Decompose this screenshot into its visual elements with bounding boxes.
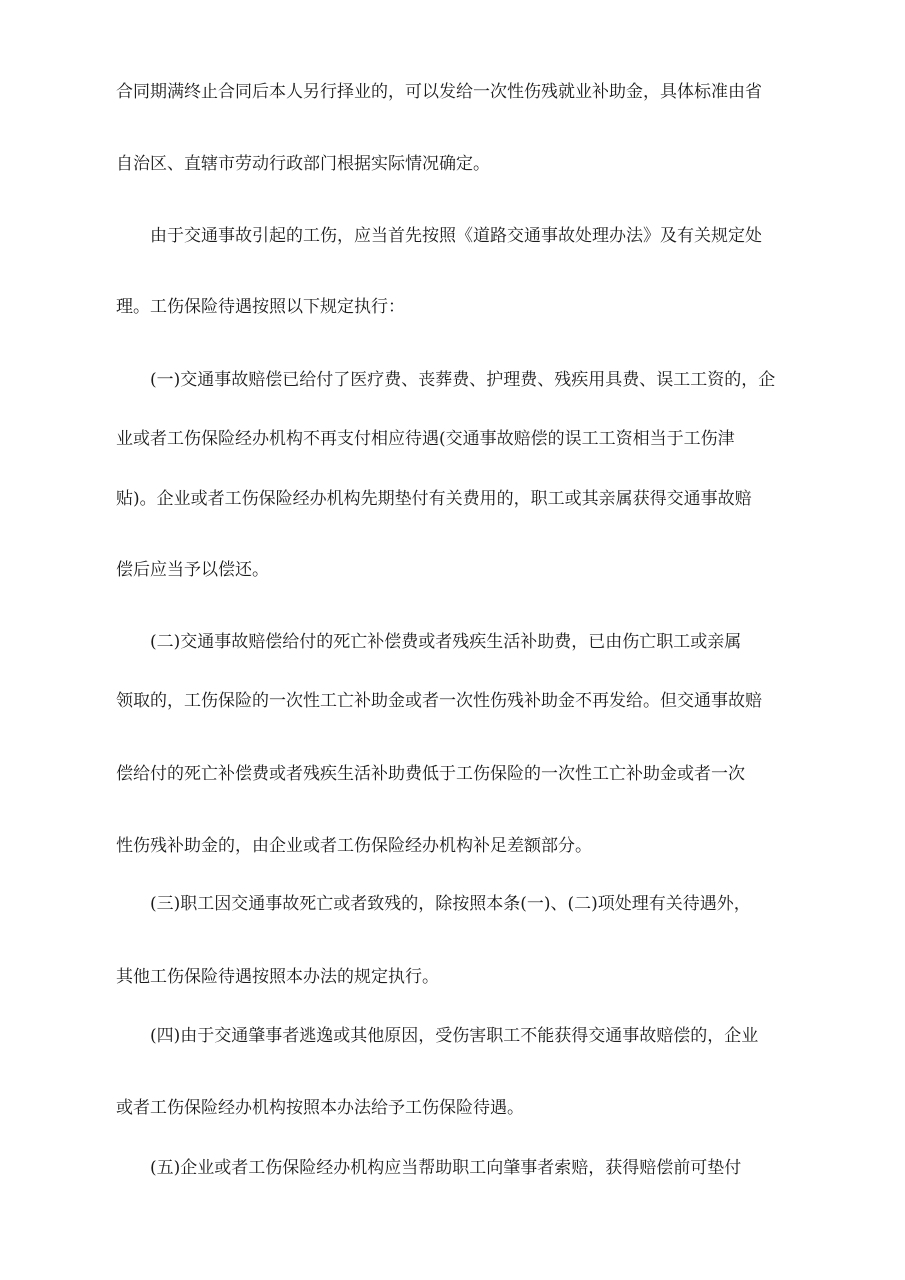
paragraph-first-line: (四)由于交通肇事者逃逸或其他原因，受伤害职工不能获得交通事故赔偿的，企业 [150, 1026, 759, 1046]
text-line: 领取的，工伤保险的一次性工亡补助金或者一次性伤残补助金不再发给。但交通事故赔 [116, 691, 762, 711]
paragraph-first-line: (一)交通事故赔偿已给付了医疗费、丧葬费、护理费、残疾用具费、误工工资的，企 [150, 370, 776, 390]
paragraph-first-line: 由于交通事故引起的工伤，应当首先按照《道路交通事故处理办法》及有关规定处 [150, 226, 762, 246]
text-line: 自治区、直辖市劳动行政部门根据实际情况确定。 [116, 154, 490, 174]
text-line: 贴)。企业或者工伤保险经办机构先期垫付有关费用的，职工或其亲属获得交通事故赔 [116, 489, 752, 509]
text-line: 偿后应当予以偿还。 [116, 560, 269, 580]
text-line: 偿给付的死亡补偿费或者残疾生活补助费低于工伤保险的一次性工亡补助金或者一次 [116, 764, 745, 784]
paragraph-first-line: (五)企业或者工伤保险经办机构应当帮助职工向肇事者索赔，获得赔偿前可垫付 [150, 1158, 742, 1178]
paragraph-first-line: (三)职工因交通事故死亡或者致残的，除按照本条(一)、(二)项处理有关待遇外， [150, 894, 751, 914]
text-line: 其他工伤保险待遇按照本办法的规定执行。 [116, 967, 439, 987]
text-line: 性伤残补助金的，由企业或者工伤保险经办机构补足差额部分。 [116, 836, 592, 856]
text-line: 理。工伤保险待遇按照以下规定执行： [116, 297, 405, 317]
text-line: 或者工伤保险经办机构按照本办法给予工伤保险待遇。 [116, 1098, 524, 1118]
text-line: 合同期满终止合同后本人另行择业的，可以发给一次性伤残就业补助金，具体标准由省 [116, 82, 762, 102]
text-line: 业或者工伤保险经办机构不再支付相应待遇(交通事故赔偿的误工工资相当于工伤津 [116, 429, 735, 449]
paragraph-first-line: (二)交通事故赔偿给付的死亡补偿费或者残疾生活补助费，已由伤亡职工或亲属 [150, 632, 742, 652]
